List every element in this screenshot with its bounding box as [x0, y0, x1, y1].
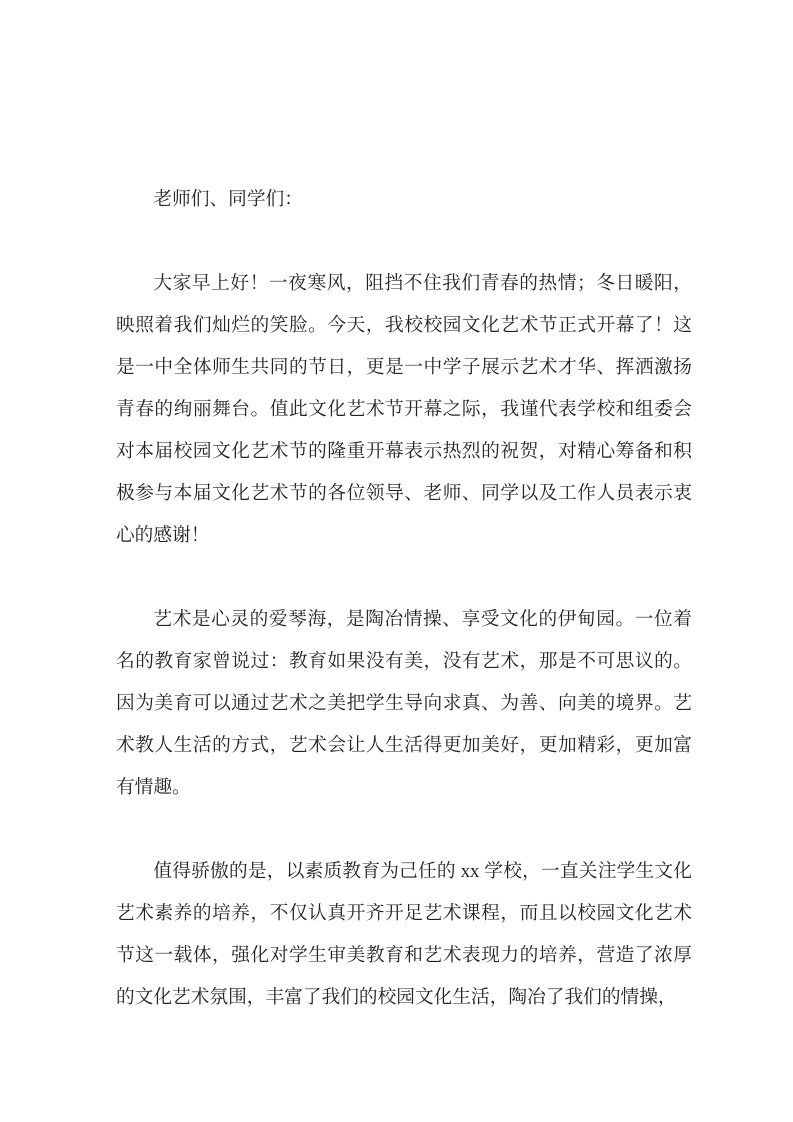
paragraph-opening-greeting: 大家早上好！一夜寒风，阻挡不住我们青春的热情；冬日暖阳，映照着我们灿烂的笑脸。今天，我校校园文化艺术节正式开幕了！这是一中全体师生共同的节日，更是一中学子展示艺术才华、挥洒激扬青春的绚丽舞台。值此文化艺术节开幕之际，我谨代表学校和组委会对本届校园文化艺术节的隆重开幕表示热烈的祝贺，对精心筹备和积极参与本届文化艺术节的各位领导、老师、同学以及工作人员表示衷心的感谢！	[116, 273, 692, 546]
paragraph-school-pride: 值得骄傲的是，以素质教育为己任的 xx 学校，一直关注学生文化艺术素养的培养，不仅认真开齐开足艺术课程，而且以校园文化艺术节这一载体，强化对学生审美教育和艺术表现力的培养，营造了浓厚的文化艺术氛围，丰富了我们的校园文化生活，陶冶了我们的情操，	[116, 861, 692, 1008]
paragraph-art-meaning: 艺术是心灵的爱琴海，是陶冶情操、享受文化的伊甸园。一位着名的教育家曾说过：教育如果没有美，没有艺术，那是不可思议的。因为美育可以通过艺术之美把学生导向求真、为善、向美的境界。艺术教人生活的方式，艺术会让人生活得更加美好，更加精彩，更加富有情趣。	[116, 609, 692, 798]
salutation-line: 老师们、同学们：	[153, 189, 303, 210]
document-body	[116, 179, 692, 1019]
